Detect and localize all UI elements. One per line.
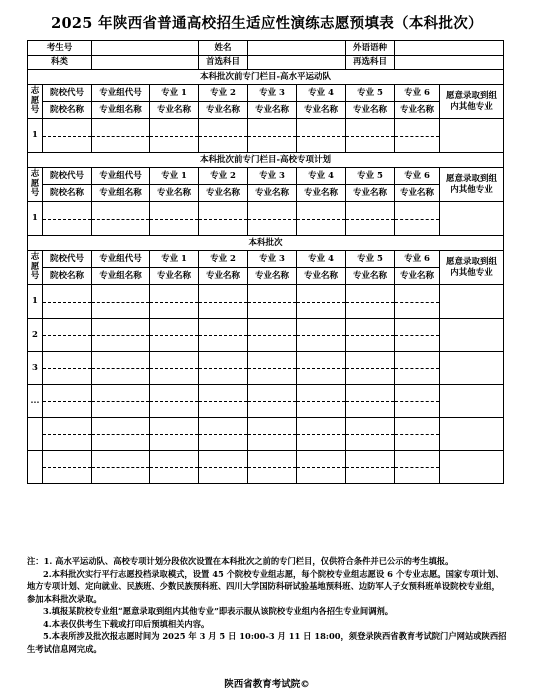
table-row [28, 153, 504, 168]
vol-no-cell [28, 418, 43, 451]
major-5-name-header: 专业名称 [346, 268, 395, 285]
school-name-header: 院校名称 [43, 268, 92, 285]
major-4-name-header: 专业名称 [297, 102, 346, 119]
table-row [28, 102, 504, 119]
major-1-name-header: 专业名称 [150, 102, 199, 119]
foreign-lang-field[interactable] [395, 41, 504, 56]
entry-cell[interactable] [150, 119, 199, 153]
entry-cell[interactable] [248, 451, 297, 484]
school-name-header: 院校名称 [43, 185, 92, 202]
vol-no-cell: ... [28, 385, 43, 418]
section-title: 本科批次 [28, 236, 504, 251]
major-4-header: 专业 4 [297, 85, 346, 102]
major-1-header: 专业 1 [150, 168, 199, 185]
table-row [28, 319, 504, 352]
entry-cell[interactable] [92, 451, 150, 484]
entry-cell[interactable] [199, 451, 248, 484]
major-2-name-header: 专业名称 [199, 268, 248, 285]
entry-cell[interactable] [199, 418, 248, 451]
entry-cell[interactable] [248, 202, 297, 236]
entry-cell[interactable] [150, 451, 199, 484]
major-5-header: 专业 5 [346, 85, 395, 102]
entry-cell[interactable] [395, 285, 440, 319]
entry-cell[interactable] [150, 385, 199, 418]
adjust-cell[interactable] [440, 352, 504, 385]
entry-cell[interactable] [248, 319, 297, 352]
major-6-header: 专业 6 [395, 168, 440, 185]
entry-cell[interactable] [346, 319, 395, 352]
entry-cell[interactable] [92, 418, 150, 451]
major-6-name-header: 专业名称 [395, 268, 440, 285]
entry-cell[interactable] [199, 352, 248, 385]
table-row [28, 418, 504, 451]
second-subject-label: 再选科目 [346, 56, 395, 70]
section-title: 本科批次前专门栏目-高校专项计划 [28, 153, 504, 168]
entry-cell[interactable] [346, 418, 395, 451]
vol-no-cell: 3 [28, 352, 43, 385]
entry-cell[interactable] [346, 352, 395, 385]
entry-cell[interactable] [297, 319, 346, 352]
note-item: 5.本表所涉及批次报志愿时间为 2025 年 3 月 5 日 10:00-3 月 11 日 18:00，须登录陕西省教育考试院门户网站或陕西招生考试信息网完成。 [27, 631, 507, 654]
exam-no-label: 考生号 [28, 41, 92, 56]
vol-no-cell: 2 [28, 319, 43, 352]
entry-cell[interactable] [395, 119, 440, 153]
first-subject-field[interactable] [248, 56, 346, 70]
entry-cell[interactable] [297, 285, 346, 319]
entry-cell[interactable] [199, 285, 248, 319]
entry-cell[interactable] [297, 451, 346, 484]
first-subject-label: 首选科目 [199, 56, 248, 70]
entry-cell[interactable] [199, 385, 248, 418]
adjust-cell[interactable] [440, 418, 504, 451]
entry-cell[interactable] [199, 119, 248, 153]
table-row [28, 41, 504, 56]
entry-cell[interactable] [395, 202, 440, 236]
school-code-header: 院校代号 [43, 251, 92, 268]
group-name-header: 专业组名称 [92, 102, 150, 119]
notes [27, 555, 507, 655]
major-5-name-header: 专业名称 [346, 185, 395, 202]
vol-no-cell: 1 [28, 119, 43, 153]
entry-cell[interactable] [395, 319, 440, 352]
major-6-header: 专业 6 [395, 251, 440, 268]
vol-no-cell: 1 [28, 202, 43, 236]
adjust-header: 愿意录取到组内其他专业 [440, 251, 504, 285]
entry-cell[interactable] [150, 285, 199, 319]
major-3-name-header: 专业名称 [248, 185, 297, 202]
note-item: 注：1. 高水平运动队、高校专项计划分段依次设置在本科批次之前的专门栏目，仅供符合条件并已公示的考生填报。 [27, 556, 454, 566]
major-1-name-header: 专业名称 [150, 268, 199, 285]
major-5-header: 专业 5 [346, 251, 395, 268]
entry-cell[interactable] [150, 319, 199, 352]
major-6-name-header: 专业名称 [395, 185, 440, 202]
major-6-header: 专业 6 [395, 85, 440, 102]
adjust-cell[interactable] [440, 285, 504, 319]
table-row [28, 385, 504, 418]
vol-no-cell [28, 451, 43, 484]
adjust-cell[interactable] [440, 202, 504, 236]
entry-cell[interactable] [346, 285, 395, 319]
table-row [28, 85, 504, 102]
entry-cell[interactable] [395, 418, 440, 451]
entry-cell[interactable] [297, 352, 346, 385]
adjust-cell[interactable] [440, 319, 504, 352]
entry-cell[interactable] [346, 385, 395, 418]
entry-cell[interactable] [43, 418, 92, 451]
entry-cell[interactable] [199, 319, 248, 352]
table-row [28, 251, 504, 268]
table-row [28, 268, 504, 285]
entry-cell[interactable] [43, 352, 92, 385]
second-subject-field[interactable] [395, 56, 504, 70]
category-label: 科类 [28, 56, 92, 70]
entry-cell[interactable] [92, 352, 150, 385]
table-row [28, 56, 504, 70]
name-label: 姓名 [199, 41, 248, 56]
entry-cell[interactable] [43, 319, 92, 352]
group-code-header: 专业组代号 [92, 251, 150, 268]
entry-cell[interactable] [297, 418, 346, 451]
entry-cell[interactable] [92, 119, 150, 153]
table-row [28, 451, 504, 484]
entry-cell[interactable] [92, 319, 150, 352]
entry-cell[interactable] [297, 202, 346, 236]
note-item: 4.本表仅供考生下载或打印后预填相关内容。 [43, 618, 210, 629]
major-5-header: 专业 5 [346, 168, 395, 185]
entry-cell[interactable] [43, 285, 92, 319]
major-2-name-header: 专业名称 [199, 185, 248, 202]
group-code-header: 专业组代号 [92, 85, 150, 102]
table-row [28, 236, 504, 251]
entry-cell[interactable] [248, 285, 297, 319]
major-2-header: 专业 2 [199, 168, 248, 185]
entry-cell[interactable] [92, 285, 150, 319]
entry-cell[interactable] [248, 385, 297, 418]
school-name-header: 院校名称 [43, 102, 92, 119]
major-4-header: 专业 4 [297, 168, 346, 185]
note-item: 3.填报某院校专业组“愿意录取到组内其他专业”即表示服从该院校专业组内各招生专业间调剂。 [43, 606, 394, 616]
adjust-cell[interactable] [440, 385, 504, 418]
table-row [28, 352, 504, 385]
note-item: 2.本科批次实行平行志愿投档录取模式，设置 45 个院校专业组志愿，每个院校专业组志愿设 6 个专业志愿。国家专项计划、地方专项计划、定向就业、民族班、少数民族预科班、四川大学国防科研试验基地预科班、边防军人子女预科班单设院校专业组，参加本科批次录取。 [27, 568, 504, 604]
adjust-cell[interactable] [440, 119, 504, 153]
table-row [28, 119, 504, 153]
major-3-header: 专业 3 [248, 251, 297, 268]
entry-cell[interactable] [395, 352, 440, 385]
major-1-name-header: 专业名称 [150, 185, 199, 202]
vol-no-cell: 1 [28, 285, 43, 319]
major-3-header: 专业 3 [248, 85, 297, 102]
adjust-header: 愿意录取到组内其他专业 [440, 85, 504, 119]
entry-cell[interactable] [199, 202, 248, 236]
table-row [28, 168, 504, 185]
entry-cell[interactable] [297, 385, 346, 418]
school-code-header: 院校代号 [43, 168, 92, 185]
major-2-name-header: 专业名称 [199, 102, 248, 119]
entry-cell[interactable] [43, 119, 92, 153]
group-name-header: 专业组名称 [92, 185, 150, 202]
entry-cell[interactable] [150, 418, 199, 451]
entry-cell[interactable] [248, 418, 297, 451]
entry-cell[interactable] [395, 451, 440, 484]
group-name-header: 专业组名称 [92, 268, 150, 285]
entry-cell[interactable] [92, 202, 150, 236]
major-3-header: 专业 3 [248, 168, 297, 185]
school-code-header: 院校代号 [43, 85, 92, 102]
volunteer-form-table [27, 40, 504, 484]
entry-cell[interactable] [346, 451, 395, 484]
table-row [28, 202, 504, 236]
category-field[interactable] [92, 56, 199, 70]
major-2-header: 专业 2 [199, 85, 248, 102]
entry-cell[interactable] [395, 385, 440, 418]
vol-no-header: 志愿号 [28, 85, 43, 119]
name-field[interactable] [248, 41, 346, 56]
major-1-header: 专业 1 [150, 85, 199, 102]
entry-cell[interactable] [248, 352, 297, 385]
major-4-header: 专业 4 [297, 251, 346, 268]
vol-no-header: 志愿号 [28, 168, 43, 202]
table-row [28, 285, 504, 319]
entry-cell[interactable] [150, 202, 199, 236]
vol-no-header: 志愿号 [28, 251, 43, 285]
footer-copyright: 陕西省教育考试院© [224, 679, 310, 690]
major-4-name-header: 专业名称 [297, 185, 346, 202]
adjust-cell[interactable] [440, 451, 504, 484]
major-2-header: 专业 2 [199, 251, 248, 268]
entry-cell[interactable] [43, 202, 92, 236]
major-5-name-header: 专业名称 [346, 102, 395, 119]
foreign-lang-label: 外语语种 [346, 41, 395, 56]
major-3-name-header: 专业名称 [248, 102, 297, 119]
entry-cell[interactable] [297, 119, 346, 153]
entry-cell[interactable] [150, 352, 199, 385]
entry-cell[interactable] [248, 119, 297, 153]
entry-cell[interactable] [92, 385, 150, 418]
exam-no-field[interactable] [92, 41, 199, 56]
table-row [28, 70, 504, 85]
entry-cell[interactable] [43, 385, 92, 418]
major-1-header: 专业 1 [150, 251, 199, 268]
section-title: 本科批次前专门栏目-高水平运动队 [28, 70, 504, 85]
major-6-name-header: 专业名称 [395, 102, 440, 119]
major-3-name-header: 专业名称 [248, 268, 297, 285]
entry-cell[interactable] [346, 202, 395, 236]
page-title: 2025 年陕西省普通高校招生适应性演练志愿预填表（本科批次） [51, 15, 483, 32]
entry-cell[interactable] [43, 451, 92, 484]
major-4-name-header: 专业名称 [297, 268, 346, 285]
table-row [28, 185, 504, 202]
adjust-header: 愿意录取到组内其他专业 [440, 168, 504, 202]
group-code-header: 专业组代号 [92, 168, 150, 185]
entry-cell[interactable] [346, 119, 395, 153]
